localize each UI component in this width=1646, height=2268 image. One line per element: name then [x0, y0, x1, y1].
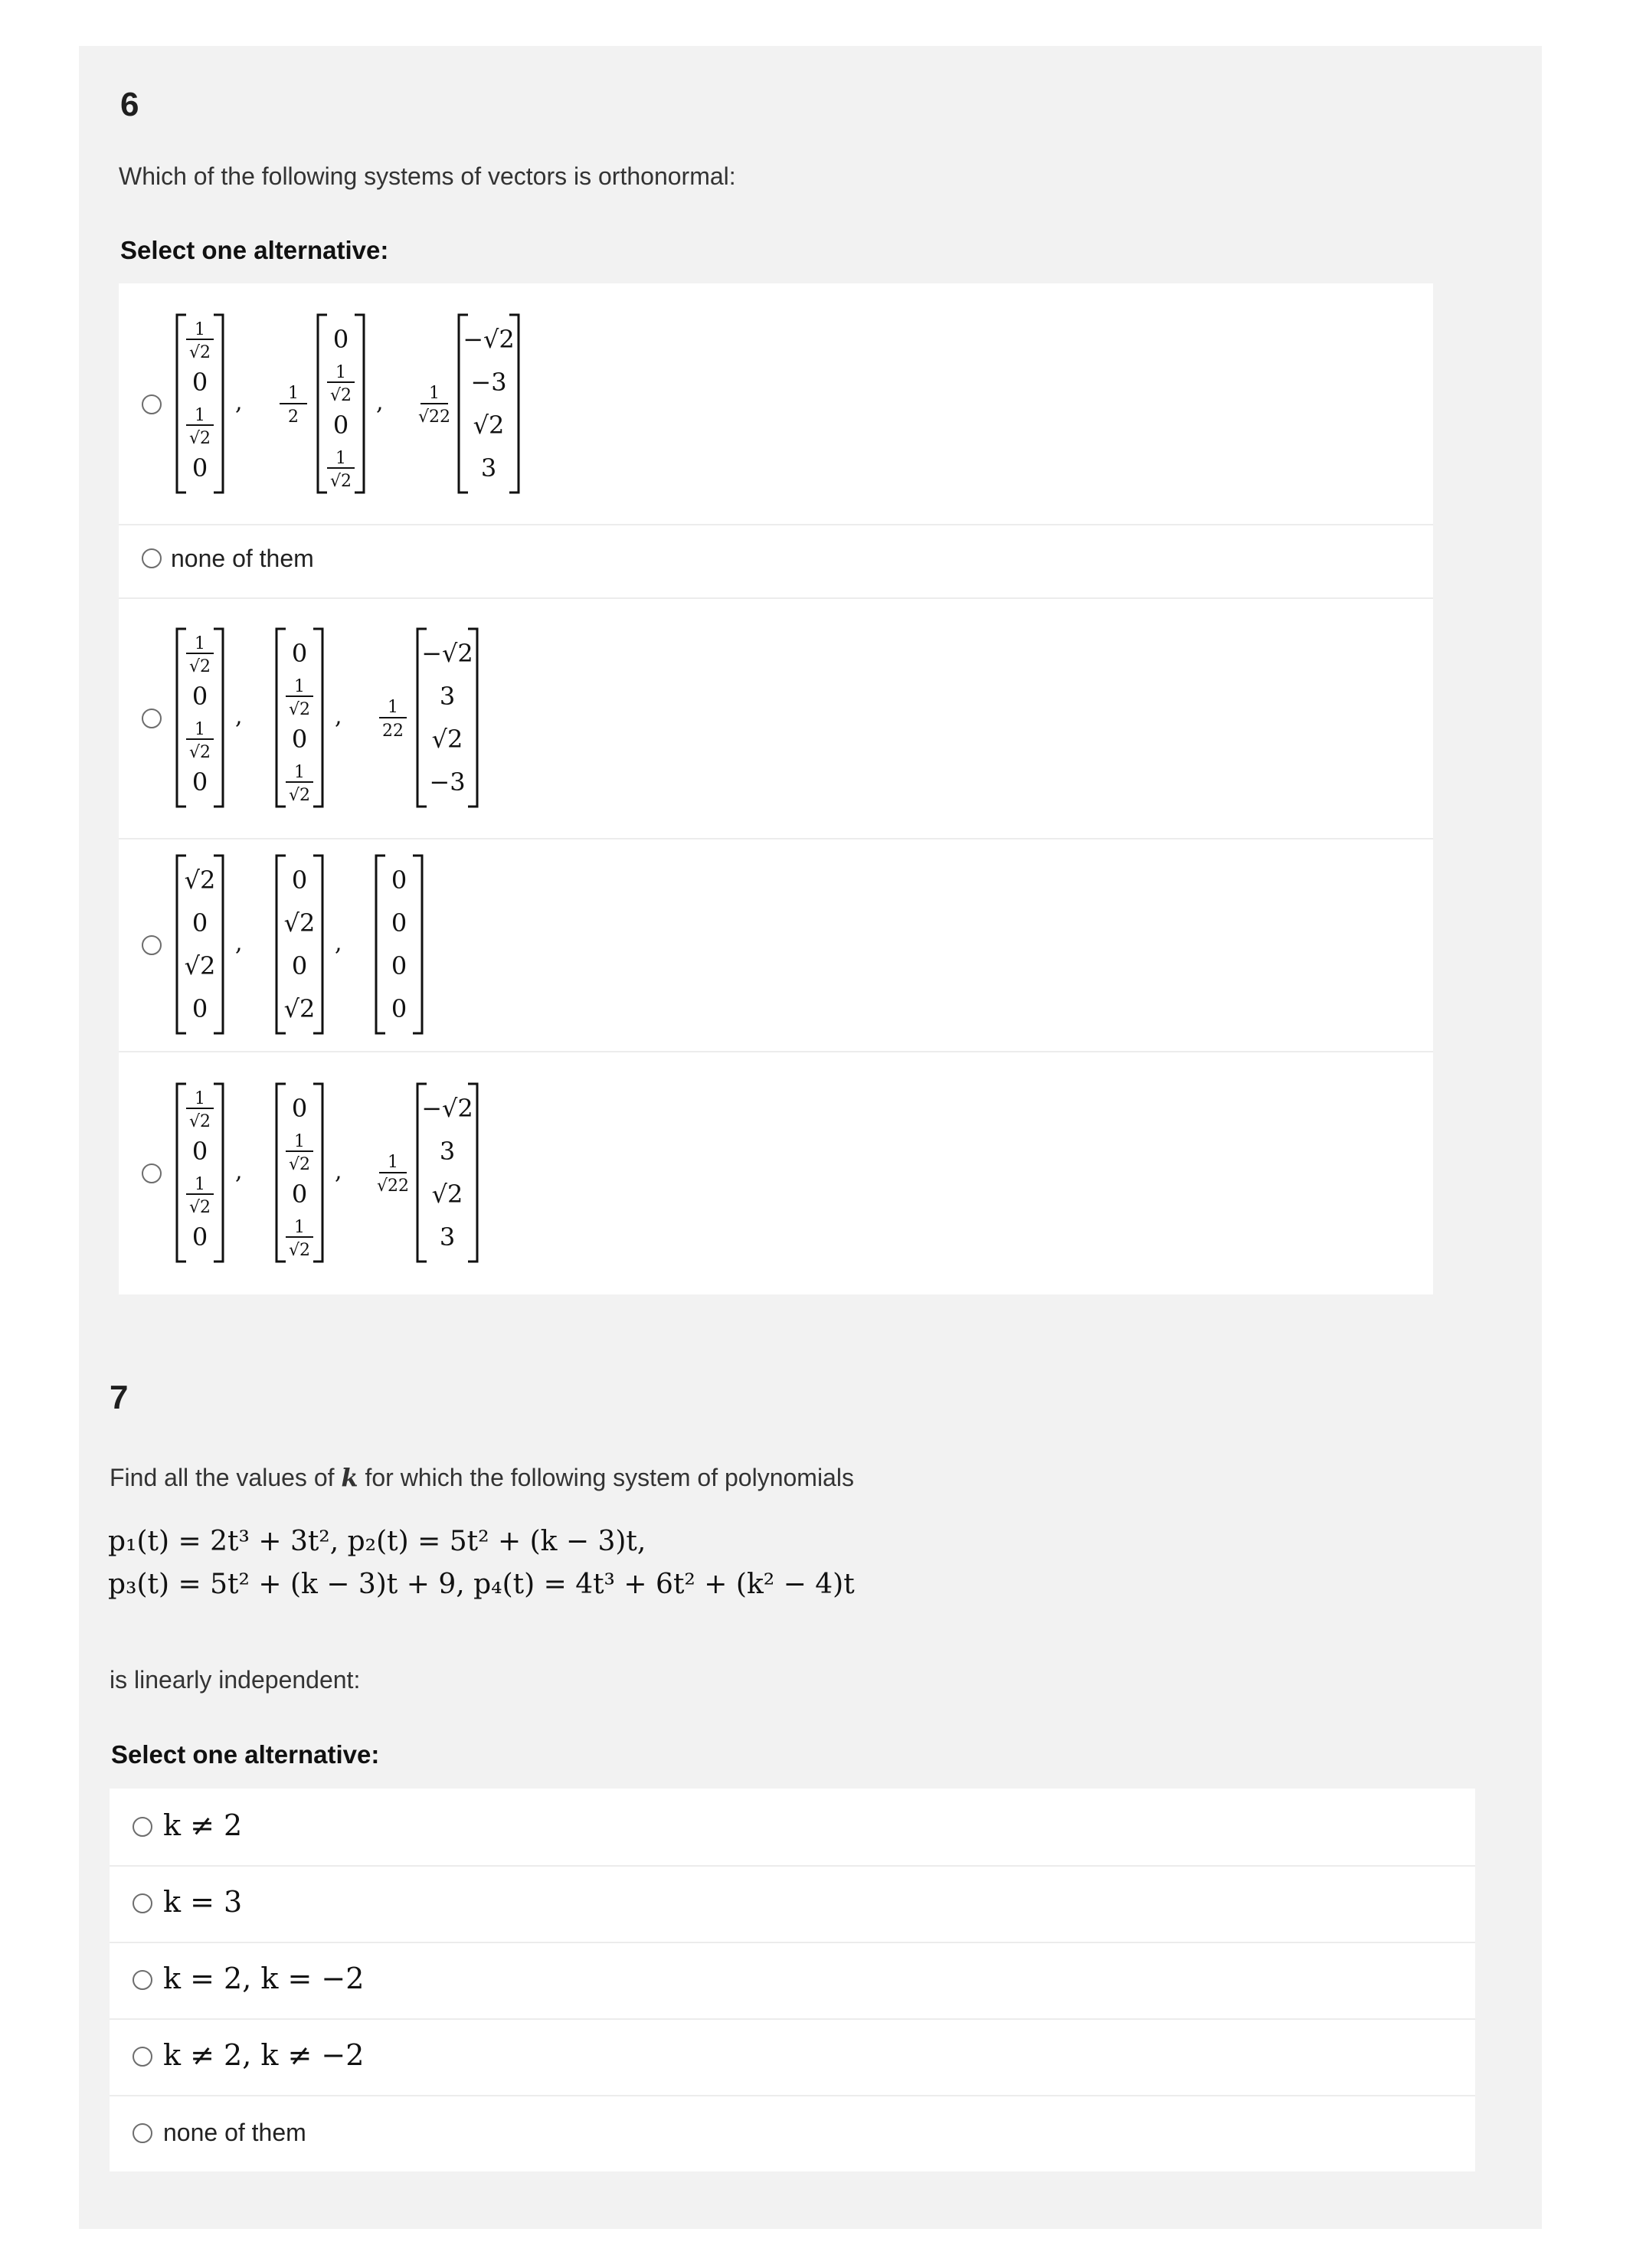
- option-d[interactable]: [119, 838, 1433, 1052]
- radio-button[interactable]: [133, 2123, 152, 2143]
- fraction-denominator: √2: [188, 429, 211, 448]
- vector-entry: −3: [470, 368, 507, 397]
- vector-entry: 0: [391, 908, 407, 938]
- option-b[interactable]: [119, 524, 1433, 599]
- vector-entry: √2: [283, 908, 316, 938]
- fraction-denominator: √2: [288, 700, 311, 719]
- vector-entry: 0: [291, 725, 308, 754]
- coefficient-numerator: 1: [288, 384, 299, 403]
- vector-entry: 0: [191, 1222, 208, 1252]
- option-label: k ≠ 2, k ≠ −2: [163, 2038, 365, 2072]
- radio-button[interactable]: [142, 935, 162, 955]
- separator-comma: ,: [335, 930, 342, 957]
- vector-entry: −√2: [421, 639, 473, 668]
- vector-entry: 3: [439, 1222, 456, 1252]
- question-prompt: [110, 1463, 854, 1492]
- vector-entry: √2: [431, 725, 463, 754]
- fraction-denominator: √2: [329, 386, 352, 405]
- right-bracket: [214, 629, 223, 807]
- column-vector: [277, 856, 342, 1033]
- question-6-card: [79, 46, 1542, 1340]
- option-e[interactable]: [110, 2095, 1475, 2171]
- separator-comma: ,: [376, 389, 384, 416]
- vector-entry: 0: [291, 639, 308, 668]
- radio-button[interactable]: [142, 394, 162, 414]
- column-vector: [377, 1084, 477, 1262]
- select-one-label: Select one alternative:: [120, 236, 389, 264]
- radio-button[interactable]: [142, 548, 162, 568]
- right-bracket: [313, 629, 322, 807]
- radio-button[interactable]: [142, 1163, 162, 1183]
- vector-entry: 3: [480, 453, 497, 483]
- coefficient-numerator: 1: [429, 384, 440, 403]
- column-vector: [177, 315, 243, 493]
- option-label: none of them: [171, 545, 314, 572]
- select-one-label: Select one alternative:: [111, 1740, 380, 1769]
- vector-entry: √2: [431, 1180, 463, 1209]
- fraction-numerator: 1: [335, 363, 346, 382]
- vector-system-c: [165, 597, 701, 838]
- right-bracket: [214, 315, 223, 493]
- option-label: none of them: [163, 2119, 306, 2146]
- option-d[interactable]: [110, 2018, 1475, 2096]
- separator-comma: ,: [235, 703, 243, 730]
- column-vector: [177, 1084, 243, 1262]
- separator-comma: ,: [335, 703, 342, 730]
- question-condition: is linearly independent:: [110, 1666, 361, 1694]
- separator-comma: ,: [235, 1158, 243, 1185]
- option-label: k = 3: [163, 1885, 243, 1919]
- question-number: 7: [110, 1379, 129, 1416]
- coefficient-numerator: 1: [388, 1153, 398, 1172]
- fraction-numerator: 1: [195, 320, 205, 339]
- left-bracket: [177, 629, 186, 807]
- fraction-numerator: 1: [195, 1089, 205, 1108]
- column-vector: [376, 856, 422, 1033]
- column-vector: [379, 629, 477, 807]
- vector-entry: 0: [191, 682, 208, 711]
- radio-button[interactable]: [133, 2047, 152, 2067]
- vector-entry: 0: [191, 767, 208, 797]
- separator-comma: ,: [235, 389, 243, 416]
- separator-comma: ,: [335, 1158, 342, 1185]
- vector-entry: 0: [391, 951, 407, 980]
- column-vector: [418, 315, 519, 493]
- fraction-denominator: √2: [188, 343, 211, 362]
- polynomial-line-2: p₃(t) = 5t² + (k − 3)t + 9, p₄(t) = 4t³ + 6t² + (k² − 4)t: [108, 1569, 855, 1600]
- right-bracket: [413, 856, 422, 1033]
- left-bracket: [177, 1084, 186, 1262]
- vector-entry: 0: [191, 994, 208, 1023]
- option-label: k = 2, k = −2: [163, 1962, 365, 1995]
- fraction-numerator: 1: [195, 406, 205, 425]
- vector-entry: 0: [191, 908, 208, 938]
- right-bracket: [214, 1084, 223, 1262]
- vector-entry: √2: [184, 951, 216, 980]
- fraction-numerator: 1: [195, 634, 205, 653]
- fraction-numerator: 1: [294, 677, 305, 696]
- vector-system-e: [165, 1051, 701, 1294]
- left-bracket: [277, 1084, 286, 1262]
- column-vector: [277, 1084, 342, 1262]
- option-a[interactable]: [110, 1789, 1475, 1867]
- vector-entry: √2: [473, 411, 505, 440]
- radio-button[interactable]: [133, 1893, 152, 1913]
- answer-options: [119, 283, 1433, 1294]
- fraction-numerator: 1: [294, 763, 305, 782]
- vector-entry: 0: [291, 1094, 308, 1123]
- option-e[interactable]: [119, 1051, 1433, 1294]
- vector-entry: 3: [439, 1137, 456, 1166]
- fraction-denominator: √2: [188, 1112, 211, 1131]
- vector-system-d: [165, 838, 701, 1051]
- column-vector: [177, 629, 243, 807]
- right-bracket: [313, 1084, 322, 1262]
- left-bracket: [277, 629, 286, 807]
- fraction-denominator: √2: [188, 1198, 211, 1217]
- vector-system-a: [165, 283, 701, 524]
- right-bracket: [355, 315, 364, 493]
- radio-button[interactable]: [142, 709, 162, 728]
- left-bracket: [376, 856, 385, 1033]
- option-label: k ≠ 2: [163, 1808, 243, 1842]
- vector-entry: −√2: [463, 325, 515, 354]
- vector-entry: 0: [291, 951, 308, 980]
- option-a[interactable]: [119, 283, 1433, 525]
- vector-entry: 0: [332, 325, 349, 354]
- fraction-numerator: 1: [195, 1175, 205, 1194]
- fraction-denominator: √2: [188, 657, 211, 676]
- prompt-variable-k: k: [341, 1463, 358, 1492]
- fraction-denominator: √2: [188, 743, 211, 762]
- column-vector: [277, 629, 342, 807]
- left-bracket: [318, 315, 327, 493]
- fraction-denominator: √2: [288, 1241, 311, 1260]
- vector-entry: 0: [191, 1137, 208, 1166]
- option-b[interactable]: [110, 1865, 1475, 1943]
- vector-entry: √2: [283, 994, 316, 1023]
- fraction-denominator: √2: [329, 472, 352, 491]
- fraction-denominator: √2: [288, 1155, 311, 1174]
- question-7-card: [79, 1340, 1542, 2229]
- coefficient-denominator: √22: [417, 407, 451, 427]
- vector-entry: −√2: [421, 1094, 473, 1123]
- separator-comma: ,: [235, 930, 243, 957]
- polynomial-line-1: p₁(t) = 2t³ + 3t², p₂(t) = 5t² + (k − 3)t,: [108, 1526, 646, 1557]
- fraction-numerator: 1: [335, 449, 346, 468]
- question-number: 6: [120, 86, 139, 123]
- vector-entry: 0: [191, 453, 208, 483]
- vector-entry: −3: [429, 767, 466, 797]
- left-bracket: [177, 315, 186, 493]
- prompt-text-start: Find all the values of: [110, 1464, 342, 1491]
- fraction-numerator: 1: [294, 1132, 305, 1151]
- coefficient-numerator: 1: [388, 698, 398, 717]
- fraction-numerator: 1: [195, 720, 205, 739]
- question-prompt: Which of the following systems of vectors is orthonormal:: [119, 162, 736, 190]
- option-c[interactable]: [110, 1942, 1475, 2020]
- coefficient-denominator: 2: [288, 407, 299, 427]
- column-vector: [280, 315, 384, 493]
- option-c[interactable]: [119, 597, 1433, 839]
- vector-entry: 0: [332, 411, 349, 440]
- coefficient-denominator: √22: [376, 1177, 410, 1196]
- vector-entry: 3: [439, 682, 456, 711]
- vector-entry: 0: [391, 994, 407, 1023]
- vector-entry: 0: [291, 1180, 308, 1209]
- radio-button[interactable]: [133, 1970, 152, 1990]
- radio-button[interactable]: [133, 1817, 152, 1837]
- answer-options: [110, 1789, 1475, 2171]
- coefficient-denominator: 22: [382, 722, 404, 741]
- fraction-denominator: √2: [288, 786, 311, 805]
- column-vector: [177, 856, 243, 1033]
- vector-entry: 0: [391, 866, 407, 895]
- fraction-numerator: 1: [294, 1218, 305, 1237]
- vector-entry: 0: [291, 866, 308, 895]
- vector-entry: √2: [184, 866, 216, 895]
- prompt-text-end: for which the following system of polynomials: [358, 1464, 854, 1491]
- vector-entry: 0: [191, 368, 208, 397]
